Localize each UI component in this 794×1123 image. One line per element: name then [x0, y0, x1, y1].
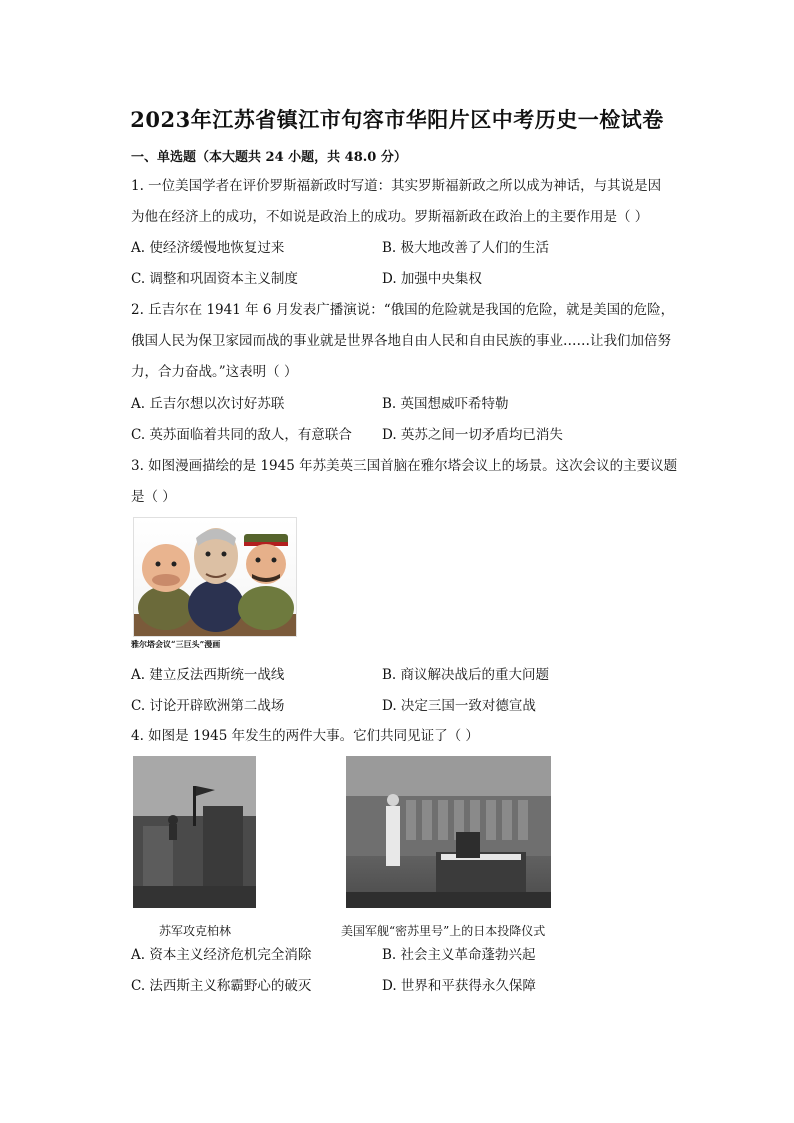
q4-option-c[interactable]: C. 法西斯主义称霸野心的破灭 [131, 978, 312, 994]
question-1-line-1: 1. 一位美国学者在评价罗斯福新政时写道：其实罗斯福新政之所以成为神话，与其说是因 [131, 178, 662, 194]
berlin-photo [133, 756, 256, 908]
q1-option-b[interactable]: B. 极大地改善了人们的生活 [382, 240, 550, 256]
missouri-photo-caption: 美国军舰“密苏里号”上的日本投降仪式 [341, 924, 546, 938]
yalta-cartoon-image [133, 517, 297, 637]
q2-option-b[interactable]: B. 英国想威吓希特勒 [382, 396, 509, 412]
section-header: 一、单选题（本大题共 24 小题，共 48.0 分） [131, 150, 407, 165]
missouri-photo-illustration [346, 756, 551, 908]
q4-option-a[interactable]: A. 资本主义经济危机完全消除 [131, 947, 312, 963]
q2-option-a[interactable]: A. 丘吉尔想以次讨好苏联 [131, 396, 285, 412]
question-2-line-1: 2. 丘吉尔在 1941 年 6 月发表广播演说：“俄国的危险就是我国的危险，就是美国的危险， [131, 302, 675, 318]
q1-option-d[interactable]: D. 加强中央集权 [382, 271, 482, 287]
question-2-line-3: 力，合力奋战。”这表明（ ） [131, 364, 298, 380]
question-3-line-1: 3. 如图漫画描绘的是 1945 年苏美英三国首脑在雅尔塔会议上的场景。这次会议的主要议题 [131, 458, 678, 474]
yalta-cartoon-illustration [134, 518, 296, 636]
exam-title: 2023年江苏省镇江市句容市华阳片区中考历史一检试卷 [130, 107, 664, 132]
q1-option-a[interactable]: A. 使经济缓慢地恢复过来 [131, 240, 285, 256]
q4-option-d[interactable]: D. 世界和平获得永久保障 [382, 978, 536, 994]
berlin-photo-illustration [133, 756, 256, 908]
berlin-photo-caption: 苏军攻克柏林 [159, 924, 232, 938]
question-4-line-1: 4. 如图是 1945 年发生的两件大事。它们共同见证了（ ） [131, 728, 479, 744]
yalta-cartoon-caption: 雅尔塔会议“三巨头”漫画 [131, 639, 221, 649]
q3-option-d[interactable]: D. 决定三国一致对德宣战 [382, 698, 536, 714]
q4-option-b[interactable]: B. 社会主义革命蓬勃兴起 [382, 947, 536, 963]
question-3-line-2: 是（ ） [131, 489, 176, 505]
q3-option-c[interactable]: C. 讨论开辟欧洲第二战场 [131, 698, 285, 714]
q3-option-b[interactable]: B. 商议解决战后的重大问题 [382, 667, 550, 683]
question-1-line-2: 为他在经济上的成功，不如说是政治上的成功。罗斯福新政在政治上的主要作用是（ ） [131, 209, 649, 225]
q2-option-c[interactable]: C. 英苏面临着共同的敌人，有意联合 [131, 427, 352, 443]
missouri-surrender-photo [346, 756, 551, 908]
q1-option-c[interactable]: C. 调整和巩固资本主义制度 [131, 271, 298, 287]
question-2-line-2: 俄国人民为保卫家园而战的事业就是世界各地自由人民和自由民族的事业……让我们加倍努 [131, 333, 671, 349]
q2-option-d[interactable]: D. 英苏之间一切矛盾均已消失 [382, 427, 563, 443]
q3-option-a[interactable]: A. 建立反法西斯统一战线 [131, 667, 285, 683]
